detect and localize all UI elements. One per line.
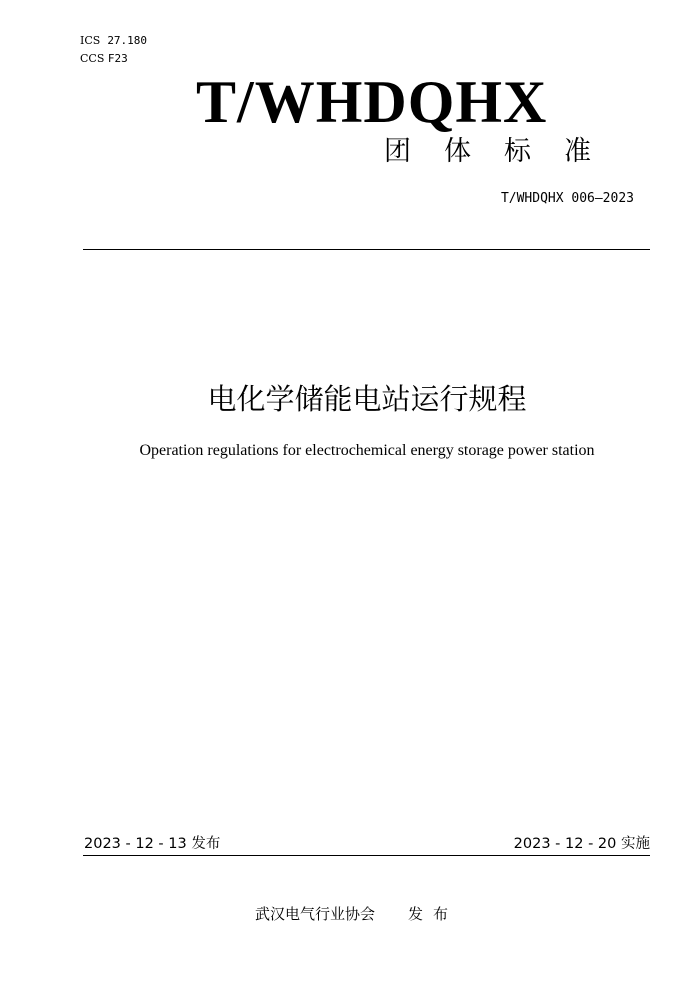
standard-number: T/WHDQHX 006—2023 [500, 191, 634, 206]
standard-type: 团体标准 [384, 136, 624, 167]
issue-date: 2023 - 12 - 13 发布 [84, 836, 221, 852]
publisher [255, 904, 458, 924]
standard-org-code: T/WHDQHX [196, 69, 548, 135]
ics-code: 27.180 [107, 34, 148, 47]
implementation-date: 2023 - 12 - 20 实施 [513, 836, 650, 852]
ccs-code: F23 [107, 52, 128, 65]
bottom-divider [83, 855, 650, 856]
document-title-english: Operation regulations for electrochemical energy storage power station [139, 442, 595, 459]
publisher-action: 发布 [408, 905, 459, 923]
ccs-label: CCS [80, 52, 105, 65]
document-title-chinese: 电化学储能电站运行规程 [207, 382, 527, 416]
ics-label: ICS [80, 34, 101, 47]
publisher-name: 武汉电气行业协会 [255, 905, 376, 923]
top-divider [83, 249, 650, 250]
ics-classification [80, 34, 147, 47]
ccs-classification [80, 52, 128, 65]
